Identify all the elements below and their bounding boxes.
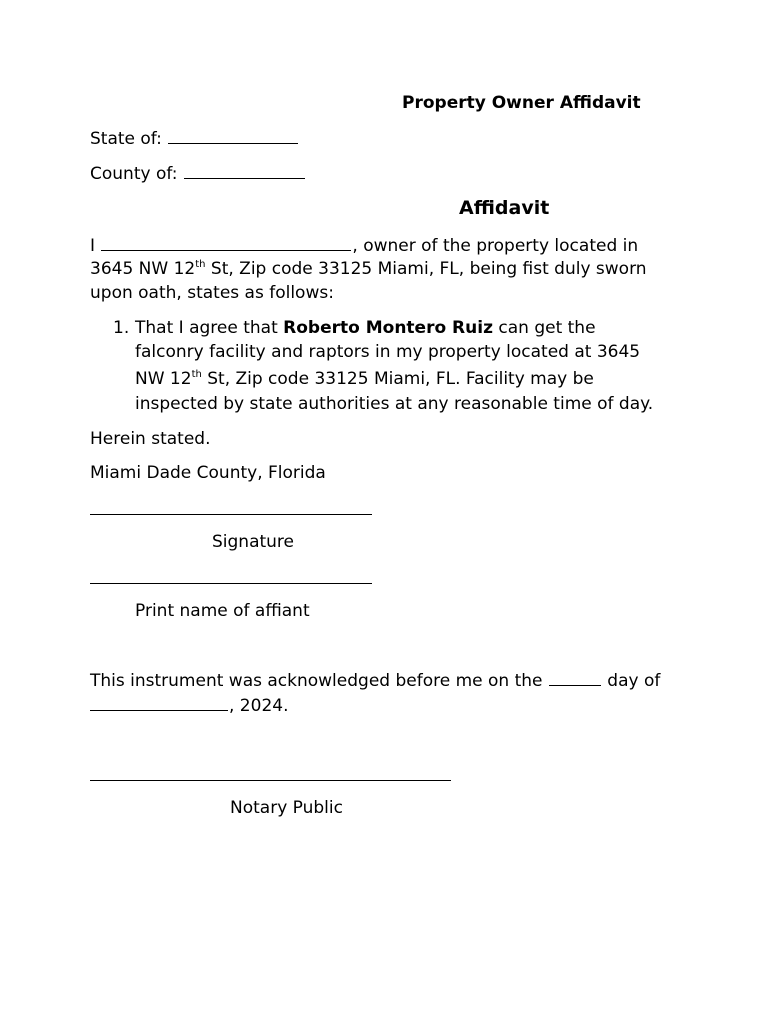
- day-blank: [549, 670, 601, 686]
- acknowledgement-line-2: [90, 695, 288, 716]
- herein-stated: Herein stated.: [90, 429, 211, 449]
- signature-rule: [90, 514, 372, 515]
- county-blank: [184, 163, 305, 179]
- intro-line-2-sup: th: [195, 259, 206, 270]
- item-1-line-2: falconry facility and raptors in my property located at 3645: [135, 342, 641, 362]
- item-1-after-name: can get the: [492, 318, 596, 338]
- item-1-lead: That I agree that: [135, 318, 284, 338]
- intro-line-2a: 3645 NW 12: [90, 259, 196, 279]
- document-title: Property Owner Affidavit: [402, 93, 641, 113]
- signature-label: Signature: [212, 532, 295, 552]
- intro-line-1: [90, 235, 638, 256]
- location-line: Miami Dade County, Florida: [90, 463, 326, 483]
- state-blank: [168, 128, 298, 144]
- intro-line-2: [90, 259, 647, 279]
- month-blank: [90, 695, 228, 711]
- intro-after-blank: , owner of the property located in: [352, 236, 639, 256]
- affidavit-heading: Affidavit: [459, 197, 550, 219]
- item-1-line-3a: NW 12: [135, 369, 192, 389]
- state-label: State of:: [90, 129, 162, 149]
- intro-lead: I: [90, 236, 96, 256]
- print-name-label: Print name of affiant: [135, 601, 310, 621]
- acknowledgement-lead: This instrument was acknowledged before me on the: [90, 671, 548, 691]
- acknowledgement-after-day: day of: [601, 671, 661, 691]
- print-name-rule: [90, 583, 372, 584]
- state-line: [90, 128, 299, 149]
- item-1-line-3: [135, 369, 594, 389]
- acknowledgement-line-1: [90, 670, 660, 691]
- acknowledgement-year: , 2024.: [229, 696, 289, 716]
- county-label: County of:: [90, 164, 178, 184]
- county-line: [90, 163, 306, 184]
- item-1-line-4: inspected by state authorities at any reasonable time of day.: [135, 394, 654, 414]
- notary-rule: [90, 780, 451, 781]
- item-1-line-1: [135, 318, 596, 338]
- intro-line-2b: St, Zip code 33125 Miami, FL, being fist duly sworn: [205, 259, 647, 279]
- intro-line-3: upon oath, states as follows:: [90, 283, 334, 303]
- item-1-name: Roberto Montero Ruiz: [283, 318, 493, 338]
- item-1-line-3-sup: th: [191, 369, 202, 380]
- notary-label: Notary Public: [230, 798, 343, 818]
- item-1-number: 1.: [113, 318, 130, 338]
- item-1-line-3b: St, Zip code 33125 Miami, FL. Facility may be: [201, 369, 594, 389]
- owner-name-blank: [101, 235, 351, 251]
